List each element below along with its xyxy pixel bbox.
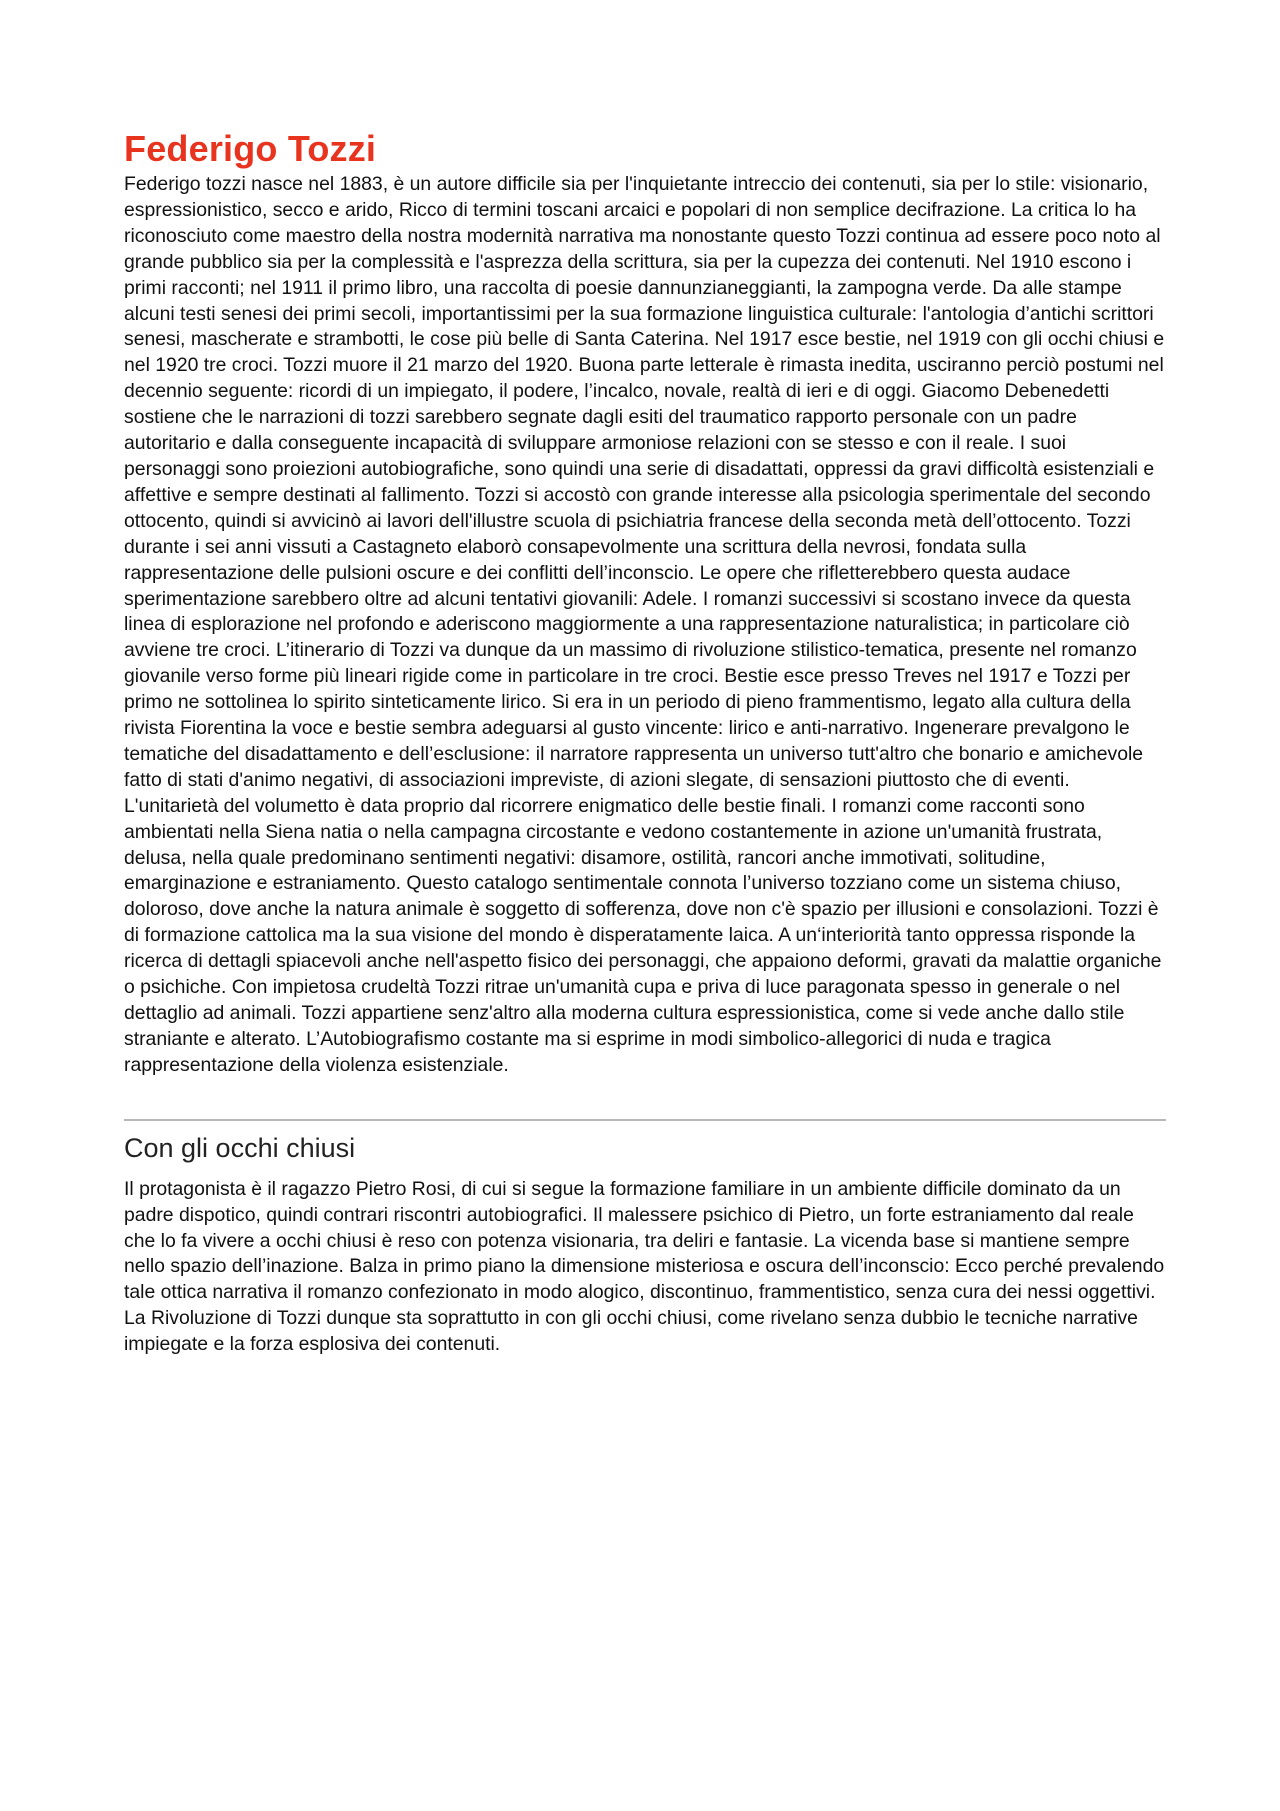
page-title: Federigo Tozzi [124, 128, 377, 169]
section-divider [124, 1119, 1166, 1121]
section-paragraph: Il protagonista è il ragazzo Pietro Rosi, di cui si segue la formazione familiare in un ambiente difficile dominato da un padre dispotico, quindi contrari riscontri autobiografici. Il malessere psichico di Pietro, un forte estraniamento dal reale che lo fa vivere a occhi chiusi è reso con potenza visionaria, tra deliri e fantasie. La vicenda base si mantiene sempre nello spazio dell’inazione. Balza in primo piano la dimensione misteriosa e oscura dell’inconscio: Ecco perché prevalendo tale ottica narrativa il romanzo confezionato in modo alogico, discontinuo, frammentistico, senza cura dei nessi oggettivi. La Rivoluzione di Tozzi dunque sta soprattutto in con gli occhi chiusi, come rivelano senza dubbio le tecniche narrative impiegate e la forza esplosiva dei contenuti. [124, 1177, 1165, 1356]
intro-paragraph: Federigo tozzi nasce nel 1883, è un autore difficile sia per l'inquietante intreccio dei contenuti, sia per lo stile: visionario, espressionistico, secco e arido, Ricco di termini toscani arcaici e popolari di non semplice decifrazione. La critica lo ha riconosciuto come maestro della nostra modernità narrativa ma nonostante questo Tozzi continua ad essere poco noto al grande pubblico sia per la complessità e l'asprezza della scrittura, sia per la cupezza dei contenuti. Nel 1910 escono i primi racconti; nel 1911 il primo libro, una raccolta di poesie dannunzianeggianti, la zampogna verde. Da alle stampe alcuni testi senesi dei primi secoli, importantissimi per la sua formazione linguistica culturale: l'antologia d’antichi scrittori senesi, mascherate e strambotti, le cose più belle di Santa Caterina. Nel 1917 esce bestie, nel 1919 con gli occhi chiusi e nel 1920 tre croci. Tozzi muore il 21 marzo del 1920. Buona parte letterale è rimasta inedita, usciranno perciò postumi nel decennio seguente: ricordi di un impiegato, il podere, l’incalco, novale, realtà di ieri e di oggi. Giacomo Debenedetti sostiene che le narrazioni di tozzi sarebbero segnate dagli esiti del traumatico rapporto personale con un padre autoritario e dalla conseguente incapacità di sviluppare armoniose relazioni con se stesso e con il reale. I suoi personaggi sono proiezioni autobiografiche, sono quindi una serie di disadattati, oppressi da gravi difficoltà esistenziali e affettive e sempre destinati al fallimento. Tozzi si accostò con grande interesse alla psicologia sperimentale del secondo ottocento, quindi si avvicinò ai lavori dell'illustre scuola di psichiatria francese della seconda metà dell’ottocento. Tozzi durante i sei anni vissuti a Castagneto elaborò consapevolmente una scrittura della nevrosi, fondata sulla rappresentazione delle pulsioni oscure e dei conflitti dell’inconscio. Le opere che rifletterebbero questa audace sperimentazione sarebbero oltre ad alcuni tentativi giovanili: Adele. I romanzi successivi si scostano invece da questa linea di esplorazione nel profondo e aderiscono maggiormente a una rappresentazione naturalistica; in particolare ciò avviene tre croci. L’itinerario di Tozzi va dunque da un massimo di rivoluzione stilistico-tematica, presente nel romanzo giovanile verso forme più lineari rigide come in particolare in tre croci. Bestie esce presso Treves nel 1917 e Tozzi per primo ne sottolinea lo spirito sinteticamente lirico. Si era in un periodo di pieno frammentismo, legato alla cultura della rivista Fiorentina la voce e bestie sembra adeguarsi al gusto vincente: lirico e anti-narrativo. Ingenerare prevalgono le tematiche del disadattamento e dell’esclusione: il narratore rappresenta un universo tutt'altro che bonario e amichevole fatto di stati d'animo negativi, di associazioni impreviste, di azioni slegate, di sensazioni piuttosto che di eventi. L'unitarietà del volumetto è data proprio dal ricorrere enigmatico delle bestie finali. I romanzi come racconti sono ambientati nella Siena natia o nella campagna circostante e vedono costantemente in azione un'umanità frustrata, delusa, nella quale predominano sentimenti negativi: disamore, ostilità, rancori anche immotivati, solitudine, emarginazione e estraniamento. Questo catalogo sentimentale connota l’universo tozziano come un sistema chiuso, doloroso, dove anche la natura animale è soggetto di sofferenza, dove non c'è spazio per illusioni e consolazioni. Tozzi è di formazione cattolica ma la sua visione del mondo è disperatamente laica. A un‘interiorità tanto oppressa risponde la ricerca di dettagli spiacevoli anche nell'aspetto fisico dei personaggi, che appaiono deformi, gravati da malattie organiche o psichiche. Con impietosa crudeltà Tozzi ritrae un'umanità cupa e priva di luce paragonata spesso in generale o nel dettaglio ad animali. Tozzi appartiene senz'altro alla moderna cultura espressionistica, come si vede anche dallo stile straniante e alterato. L’Autobiografismo costante ma si esprime in modi simbolico-allegorici di nuda e tragica rappresentazione della violenza esistenziale. [124, 173, 1165, 1076]
section-title: Con gli occhi chiusi [124, 1132, 356, 1163]
document-page [124, 128, 1166, 1358]
